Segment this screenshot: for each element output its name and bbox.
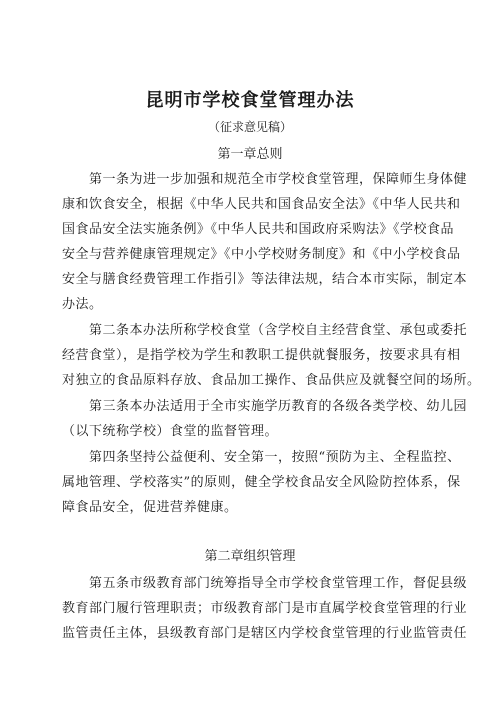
paragraph-line: 障食品安全，促进营养健康。 — [62, 500, 238, 515]
paragraph-line: 经营食堂），是指学校为学生和教职工提供就餐服务，按要求具有相 — [62, 348, 461, 363]
paragraph-line: 国食品安全法实施条例》《中华人民共和国政府采购法》《学校食品 — [62, 222, 455, 237]
paragraph-line: 第三条本办法适用于全市实施学历教育的各级各类学校、幼儿园 — [89, 399, 468, 414]
paragraph-line: 第四条坚持公益便利、安全第一，按照“预防为主、全程监控、 — [89, 450, 461, 465]
paragraph-line: 康和饮食安全，根据《中华人民共和国食品安全法》《中华人民共和 — [62, 197, 461, 212]
chapter-heading-2: 第二章组织管理 — [204, 549, 296, 564]
paragraph-line: 监管责任主体，县级教育部门是辖区内学校食堂管理的行业监管责任 — [62, 626, 468, 641]
paragraph-line: 第五条市级教育部门统筹指导全市学校食堂管理工作，督促县级 — [89, 576, 468, 591]
paragraph-line: 第一条为进一步加强和规范全市学校食堂管理，保障师生身体健 — [89, 172, 468, 187]
paragraph-line: 教育部门履行管理职责；市级教育部门是市直属学校食堂管理的行业 — [62, 601, 468, 616]
paragraph-line: 安全与营养健康管理规定》《中小学校财务制度》和《中小学校食品 — [62, 247, 461, 262]
document-title: 昆明市学校食堂管理办法 — [145, 90, 355, 111]
paragraph-line: （以下统称学校）食堂的监督管理。 — [62, 424, 279, 439]
paragraph-line: 属地管理、学校落实”的原则，健全学校食品安全风险防控体系，保 — [62, 475, 461, 490]
paragraph-line: 安全与膳食经费管理工作指引》等法律法规，结合本市实际，制定本 — [62, 272, 468, 287]
paragraph-line: 第二条本办法所称学校食堂（含学校自主经营食堂、承包或委托 — [89, 323, 468, 338]
paragraph-line: 对独立的食品原料存放、食品加工操作、食品供应及就餐空间的场所。 — [62, 373, 481, 388]
chapter-heading-1: 第一章总则 — [217, 147, 283, 162]
document-subtitle: （征求意见稿） — [207, 120, 292, 134]
paragraph-line: 办法。 — [62, 297, 103, 312]
